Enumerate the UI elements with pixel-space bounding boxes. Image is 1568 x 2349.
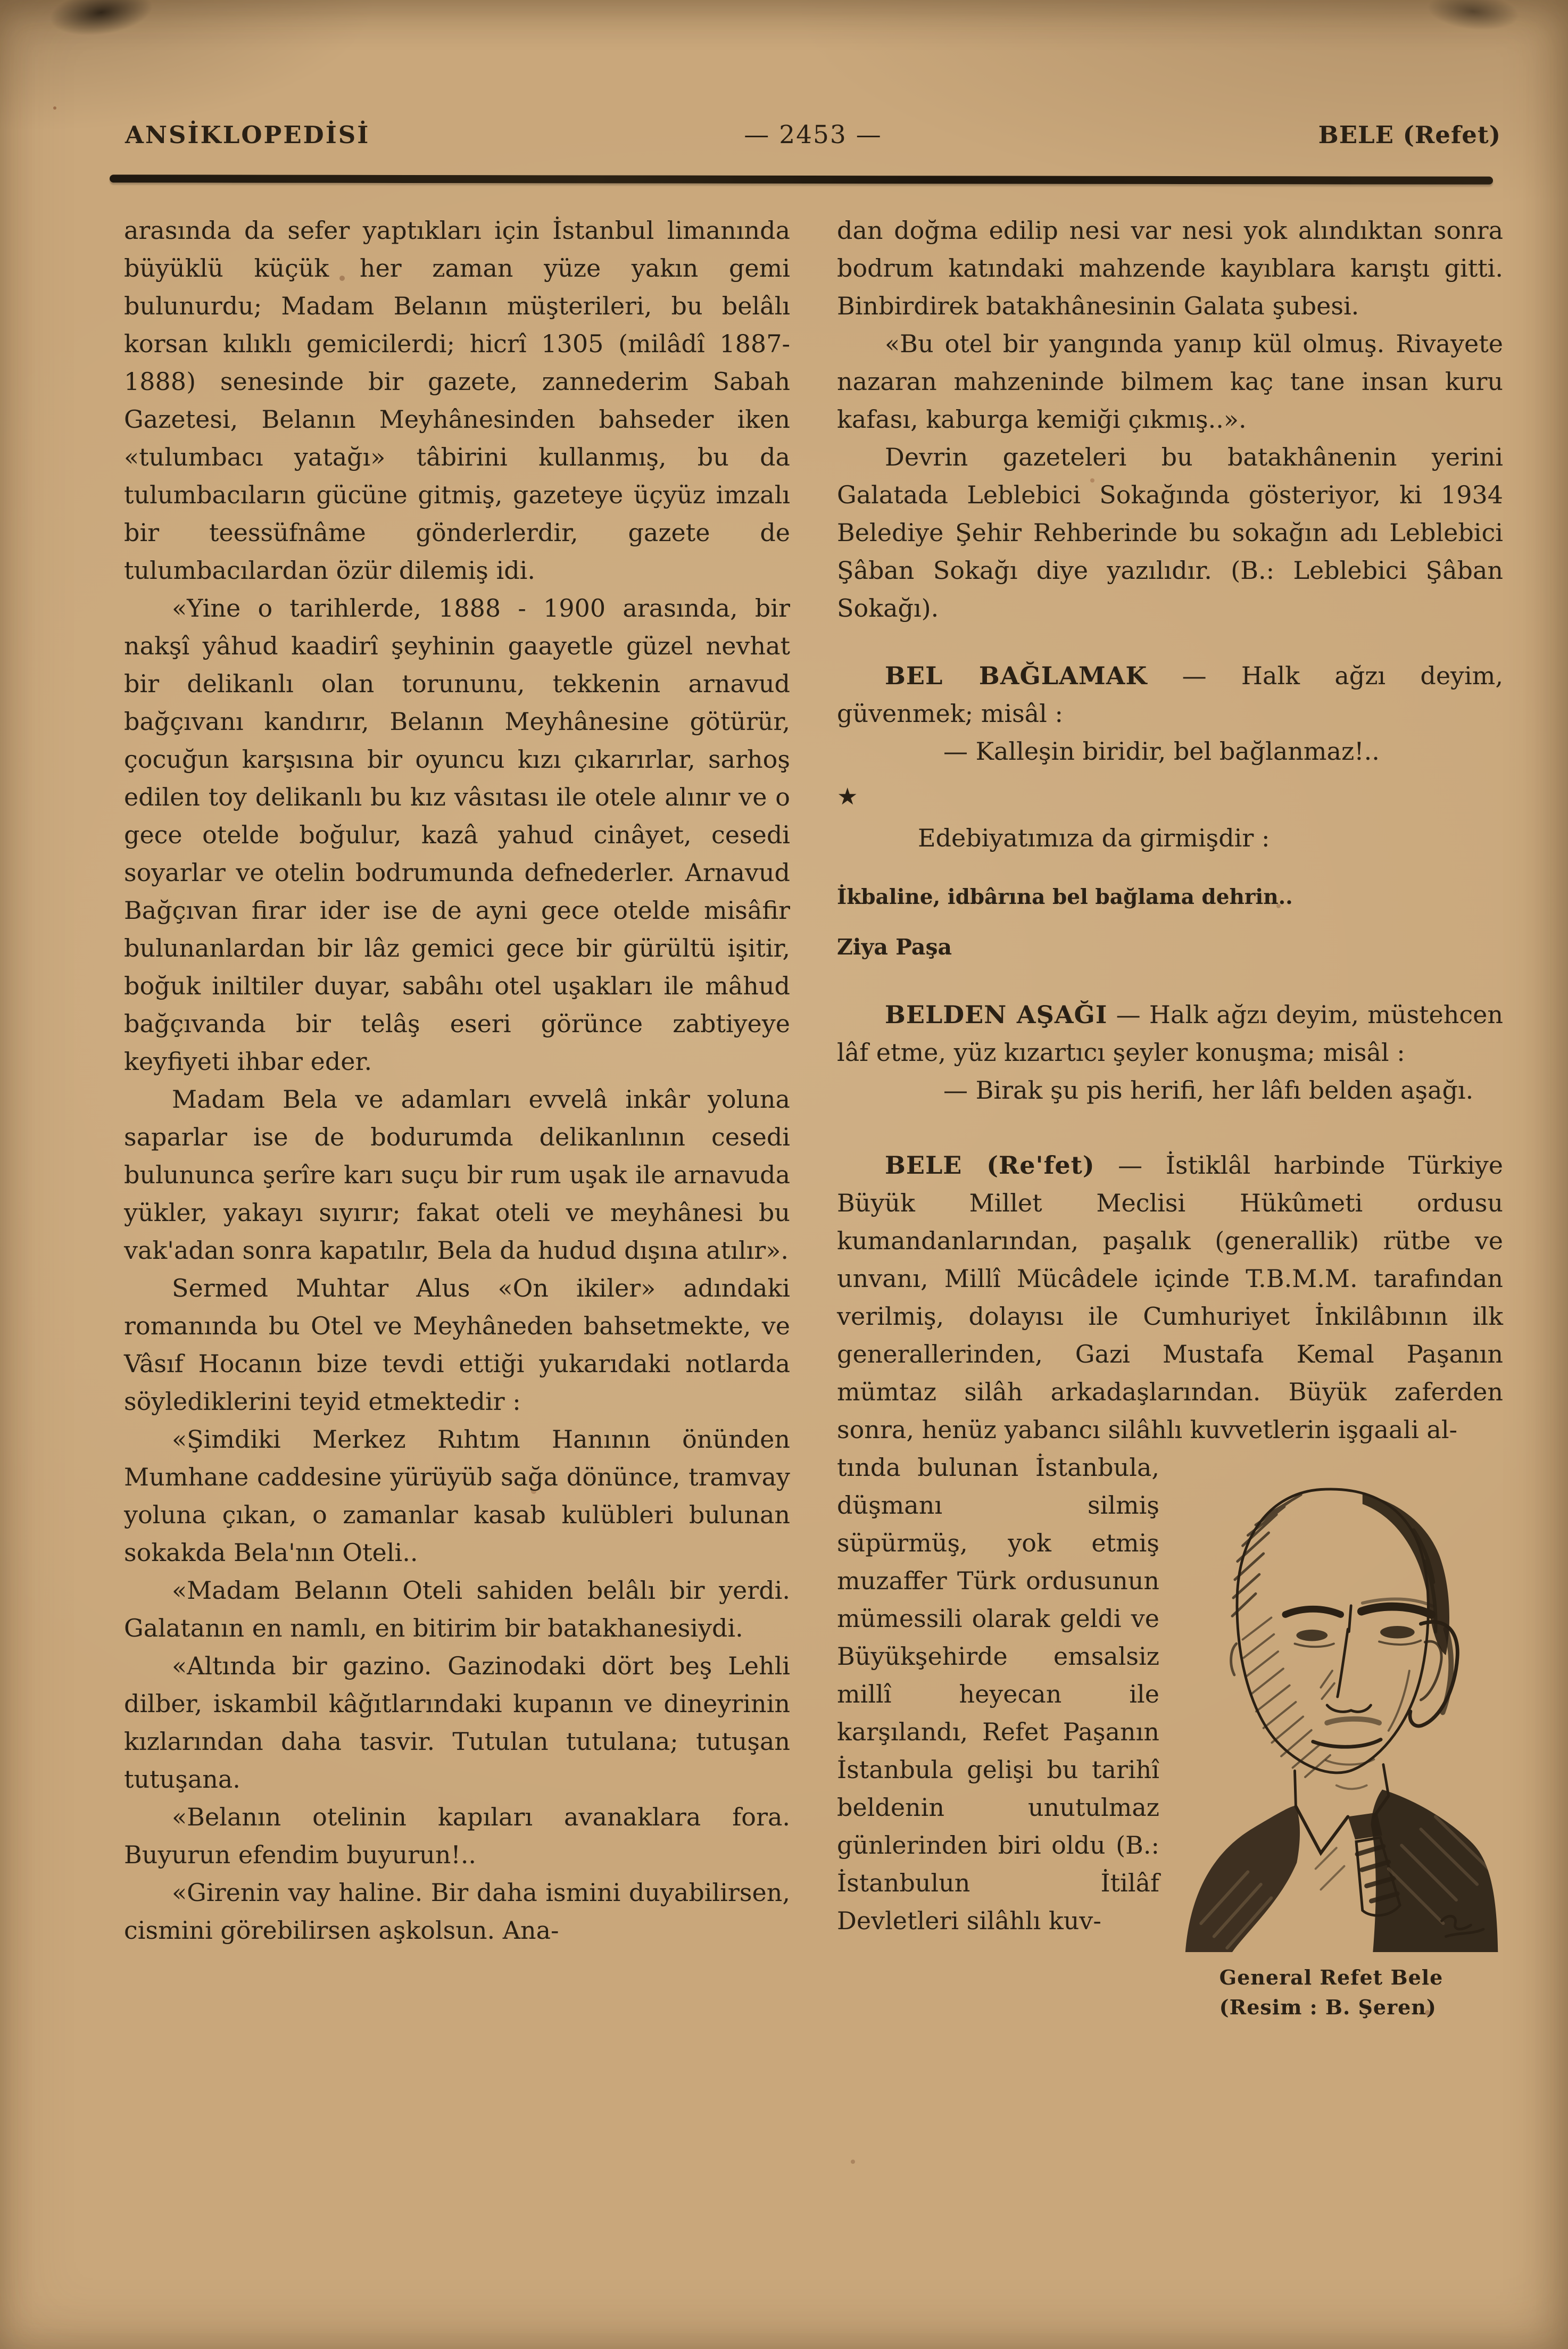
entry-reference: BELE (Refet): [1318, 121, 1501, 149]
right-column: [837, 212, 1503, 2022]
left-column: [124, 212, 790, 2022]
paragraph: «Bu otel bir yangında yanıp kül olmuş. Rivayete nazaran mahzeninde bilmem kaç tane insan kuru kafası, kaburga kemiği çıkmış..».: [837, 329, 1503, 434]
paragraph: Sermed Muhtar Alus «On ikiler» adındaki romanında bu Otel ve Meyhâneden bahsetmekte, ve Vâsıf Hocanın bize tevdi ettiği yukarıdaki notlarda söylediklerini teyid etmektedir :: [124, 1274, 790, 1416]
paragraph: «Girenin vay haline. Bir daha ismini duyabilirsen, cismini görebilirsen aşkolsun. Ana-: [124, 1878, 790, 1945]
paper-stain: [1407, 0, 1540, 43]
paper-stain: [26, 0, 176, 53]
figure-caption-credit: (Resim : B. Şeren): [1219, 1995, 1437, 2019]
entry-heading: [837, 1147, 1503, 1449]
paragraph: «Altında bir gazino. Gazinodaki dört beş Lehli dilber, iskambil kâğıtlarındaki kupanın ve dineyrinin kızlarından daha tasvir. Tutulan tutulana; tutuşan tutuşana.: [124, 1651, 790, 1794]
portrait-figure: [1159, 1452, 1503, 2022]
text-and-portrait-row: [837, 1449, 1503, 2022]
eyes-and-brows: [1285, 1599, 1433, 1647]
paragraph: «Yine o tarihlerde, 1888 - 1900 arasında, bir nakşî yâhud kaadirî şeyhinin gaayetle güzel nevhat bir delikanlı olan torununu, tekkenin arnavud bağçıvanı kandırır, Belanın Meyhânesine götürür, çocuğun karşısına bir oyuncu kızı çıkarırlar, sarhoş edilen toy delikanlı bu kız vâsıtası ile otele alınır ve o gece otelde boğulur, kazâ yahud cinâyet, cesedi soyarlar ve otelin bodrumunda defnederler. Arnavud Bağçıvan firar ider ise de ayni gece otelde misâfir bulunanlardan bir lâz gemici gece bir gürültü işitir, boğuk iniltiler duyar, sabâhı otel uşakları ile mâhud bağçıvanda bir telâş eseri görünce zabtiyeye keyfiyeti ihbar eder.: [124, 594, 790, 1076]
shoulders: [1185, 1790, 1498, 1953]
literature-note: Edebiyatımıza da girmişdir :: [918, 824, 1270, 852]
figure-caption: [1219, 1963, 1443, 2022]
hair: [1232, 1493, 1449, 1655]
header-rule: [110, 175, 1493, 185]
portrait-sketch-of-refet-bele: [1161, 1452, 1501, 1952]
cheek-contour: [1389, 1671, 1409, 1731]
ears: [1231, 1622, 1458, 1726]
entry-definition: — Halk ağzı deyim, müstehcen lâf etme, yüz kızartıcı şeyler konuşma; misâl :: [837, 1000, 1503, 1067]
page-header: [125, 120, 1501, 150]
paragraph: «Belanın otelinin kapıları avanaklara fora. Buyurun efendim buyurun!..: [124, 1803, 790, 1869]
entry-heading: [837, 996, 1503, 1072]
verse-line: İkbaline, idbârına bel bağlama dehrin..: [837, 885, 1293, 909]
paragraph: dan doğma edilip nesi var nesi yok alındıktan sonra bodrum katındaki mahzende kayıblara karıştı gitti. Binbirdirek batakhânesinin Galata şubesi.: [837, 216, 1503, 320]
paragraph: «Madam Belanın Oteli sahiden belâlı bir yerdi. Galatanın en namlı, en bitirim bir batakhanesiydi.: [124, 1576, 790, 1642]
paragraph: «Şimdiki Merkez Rıhtım Hanının önünden Mumhane caddesine yürüyüb sağa dönünce, tramvay yoluna çıkan, o zamanlar kasab kulübleri bulunan sokakda Bela'nın Oteli..: [124, 1425, 790, 1567]
entry-term: BELE (Re'fet): [885, 1151, 1095, 1180]
example-line: — Birak şu pis herifi, her lâfı belden aşağı.: [943, 1076, 1474, 1105]
entry-definition-continued: tında bulunan İstanbula, düşmanı silmiş süpürmüş, yok etmiş muzaffer Türk ordusunun mümessili olarak geldi ve Büyükşehirde emsalsiz millî heyecan ile karşılandı, Refet Paşanın İstanbula gelişi bu tarihî beldenin unutulmaz günlerinden biri oldu (B.: İstanbulun İtilâf Devletleri silâhlı kuv-: [837, 1453, 1159, 1935]
publication-title: ANSİKLOPEDİSİ: [125, 121, 370, 149]
paragraph: arasında da sefer yaptıkları için İstanbul limanında büyüklü küçük her zaman yüze yakın gemi bulunurdu; Madam Belanın müşterileri, bu belâlı korsan kılıklı gemicilerdi; hicrî 1305 (milâdî 1887-1888) senesinde bir gazete, zannederim Sabah Gazetesi, Belanın Meyhânesinden bahseder iken «tulumbacı yatağı» tâbirini kullanmış, bu da tulumbacıların gücüne gitmiş, gazeteye üçyüz imzalı bir teessüfnâme gönderlerdir, gazete de tulumbacılardan özür dilemiş idi.: [124, 216, 790, 585]
verse-attribution: Ziya Paşa: [837, 934, 952, 960]
paragraph: Devrin gazeteleri bu batakhânenin yerini Galatada Leblebici Sokağında gösteriyor, ki 1934 Belediye Şehir Rehberinde bu sokağın adı Leblebici Şâban Sokağı diye yazılıdır. (B.: Leblebici Şâban Sokağı).: [837, 443, 1503, 622]
entry-term: BEL BAĞLAMAK: [885, 661, 1148, 690]
entry-bel-baglamak: [837, 657, 1503, 966]
example-line: — Kalleşin biridir, bel bağlanmaz!..: [943, 737, 1380, 766]
nose: [1321, 1629, 1371, 1712]
entry-term: BELDEN AŞAĞI: [885, 1000, 1108, 1029]
figure-caption-title: General Refet Bele: [1219, 1965, 1443, 1989]
paper-speckles: [53, 106, 56, 110]
entry-definition: — İstiklâl harbinde Türkiye Büyük Millet Meclisi Hükûmeti ordusu kumandanlarından, paşalık (generallik) rütbe ve unvanı, Millî Mücâdele içinde T.B.M.M. tarafından verilmiş, dolayısı ile Cumhuriyet İnkilâbının ilk generallerinden, Gazi Mustafa Kemal Paşanın mümtaz silâh arkadaşlarından. Büyük zaferden sonra, henüz yabancı silâhlı kuvvetlerin işgaali al-: [837, 1151, 1503, 1444]
entry-belden-asagi: [837, 996, 1503, 1109]
entry-definition: — Halk ağzı deyim, güvenmek; misâl :: [837, 661, 1504, 728]
mouth: [1313, 1719, 1381, 1789]
entry-bele-refet: [837, 1147, 1503, 2022]
text-columns: [124, 212, 1503, 2022]
star-ornament-icon: ★: [837, 783, 858, 810]
page-number: — 2453 —: [744, 120, 882, 150]
entry-heading: [837, 657, 1503, 733]
paragraph: Madam Bela ve adamları evvelâ inkâr yoluna saparlar ise de bodurumda delikanlının cesedi bulununca şerîre karı suçu bir rum uşak ile arnavuda yükler, yakayı sıyırır; fakat oteli ve meyhânesi bu vak'adan sonra kapatılır, Bela da hudud dışına atılır».: [124, 1085, 790, 1265]
cheek-hatching: [1243, 1617, 1331, 1777]
